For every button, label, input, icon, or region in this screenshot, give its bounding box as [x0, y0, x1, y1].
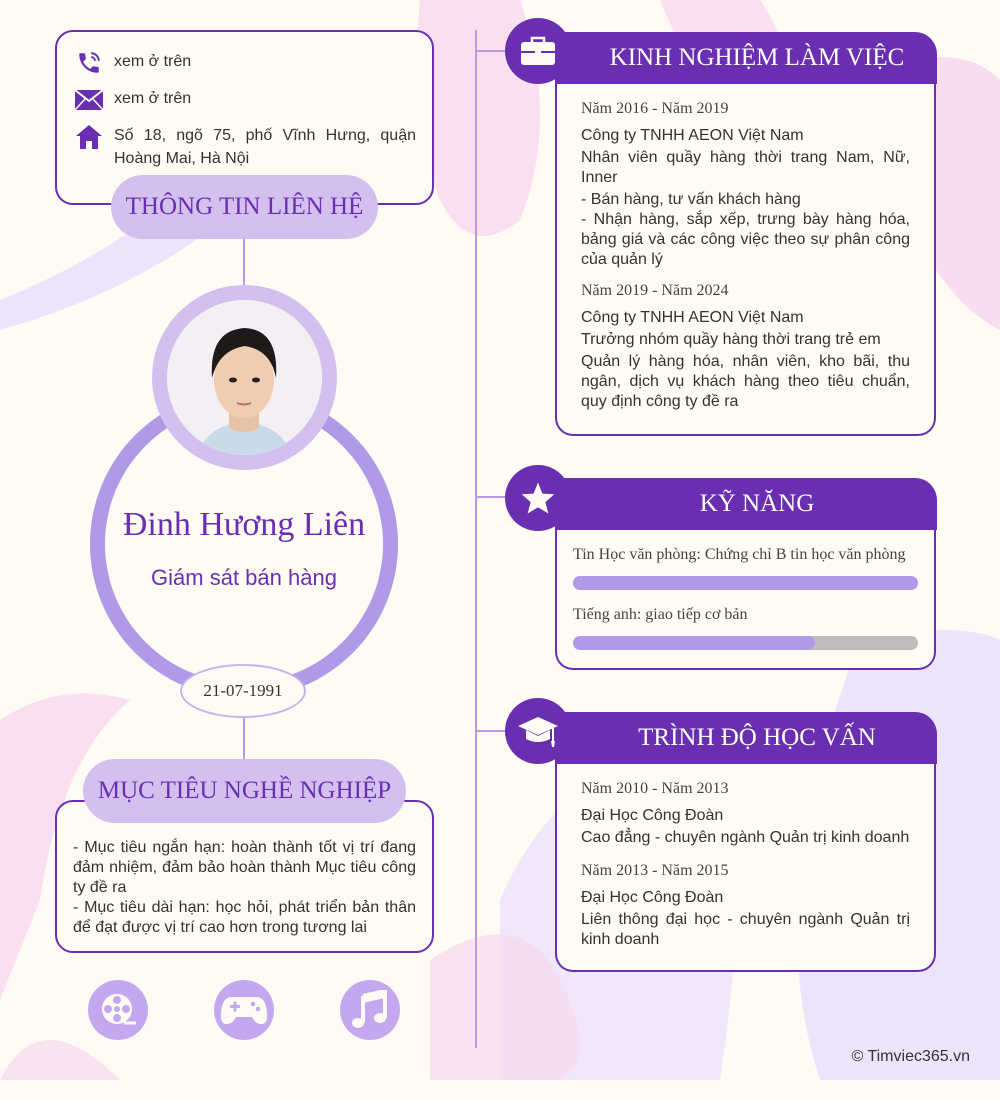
skill-item	[573, 546, 918, 590]
education-item	[581, 862, 910, 950]
experience-position: Trưởng nhóm quầy hàng thời trang trẻ em	[581, 331, 881, 348]
experience-item	[581, 282, 910, 412]
left-connector-line	[243, 236, 245, 290]
candidate-name: Đinh Hương Liên	[122, 506, 366, 543]
education-item	[581, 780, 910, 848]
skill-bar-fill	[573, 576, 918, 590]
education-period: Năm 2013 - Năm 2015	[581, 862, 729, 879]
education-school: Đại Học Công Đoàn	[581, 889, 724, 906]
date-of-birth: 21-07-1991	[180, 664, 306, 718]
phone-icon	[73, 50, 105, 76]
experience-period: Năm 2016 - Năm 2019	[581, 100, 729, 117]
short-term-goal: - Mục tiêu ngắn hạn: hoàn thành tốt vị trí đang đảm nhiệm, đảm bảo hoàn thành Mục tiêu công ty đề ra	[73, 839, 416, 896]
timeline-connector	[476, 50, 508, 52]
education-school: Đại Học Công Đoàn	[581, 807, 724, 824]
experience-section-title: KINH NGHIỆM LÀM VIỆC	[555, 32, 937, 84]
briefcase-icon	[505, 18, 571, 84]
address-value: Số 18, ngõ 75, phố Vĩnh Hưng, quận Hoàng Mai, Hà Nội	[114, 127, 416, 167]
skill-item	[573, 606, 918, 650]
graduation-cap-icon	[505, 698, 571, 764]
skill-label: Tin Học văn phòng: Chứng chỉ B tin học văn phòng	[573, 546, 906, 563]
career-goals-section-title: MỤC TIÊU NGHỀ NGHIỆP	[83, 759, 406, 823]
skills-box	[555, 518, 936, 670]
contact-phone	[73, 50, 416, 76]
home-icon	[73, 124, 105, 150]
skill-bar-fill	[573, 636, 815, 650]
skill-label: Tiếng anh: giao tiếp cơ bản	[573, 606, 748, 623]
timeline-connector	[476, 730, 508, 732]
contact-email	[73, 87, 416, 113]
contact-address	[73, 124, 416, 170]
experience-desc: - Nhận hàng, sắp xếp, trưng bày hàng hóa, bảng giá và các công việc theo sự phân công của quản lý	[581, 211, 910, 268]
education-major: Liên thông đại học - chuyên ngành Quản trị kinh doanh	[581, 911, 910, 948]
experience-company: Công ty TNHH AEON Việt Nam	[581, 127, 804, 144]
experience-company: Công ty TNHH AEON Việt Nam	[581, 309, 804, 326]
experience-period: Năm 2019 - Năm 2024	[581, 282, 729, 299]
skills-section-title: KỸ NĂNG	[555, 478, 937, 530]
music-note-icon	[340, 980, 400, 1040]
timeline-divider	[475, 30, 477, 1048]
email-value: xem ở trên	[114, 90, 192, 107]
experience-desc: Quản lý hàng hóa, nhân viên, kho bãi, thu ngân, dịch vụ khách hàng theo tiêu chuẩn, quy định công ty đề ra	[581, 353, 910, 410]
avatar	[167, 300, 322, 455]
long-term-goal: - Mục tiêu dài hạn: học hỏi, phát triển bản thân để đạt được vị trí cao hơn trong tương lai	[73, 899, 416, 936]
skill-bar	[573, 636, 918, 650]
gamepad-icon	[214, 980, 274, 1040]
education-section-title: TRÌNH ĐỘ HỌC VẤN	[555, 712, 937, 764]
experience-box	[555, 72, 936, 436]
footer-copyright: © Timviec365.vn	[851, 1048, 970, 1065]
education-major: Cao đẳng - chuyên ngành Quản trị kinh doanh	[581, 829, 910, 846]
envelope-icon	[73, 87, 105, 113]
left-connector-line	[243, 715, 245, 765]
education-period: Năm 2010 - Năm 2013	[581, 780, 729, 797]
skill-bar	[573, 576, 918, 590]
avatar-ring	[152, 285, 337, 470]
contact-section-title: THÔNG TIN LIÊN HỆ	[111, 175, 378, 239]
education-box	[555, 752, 936, 972]
timeline-connector	[476, 496, 508, 498]
candidate-job-title: Giám sát bán hàng	[151, 565, 337, 590]
phone-value: xem ở trên	[114, 53, 192, 70]
experience-item	[581, 100, 910, 270]
star-icon	[505, 465, 571, 531]
experience-position: Nhân viên quầy hàng thời trang Nam, Nữ, Inner	[581, 149, 910, 186]
experience-desc: - Bán hàng, tư vấn khách hàng	[581, 191, 801, 208]
film-reel-icon	[88, 980, 148, 1040]
